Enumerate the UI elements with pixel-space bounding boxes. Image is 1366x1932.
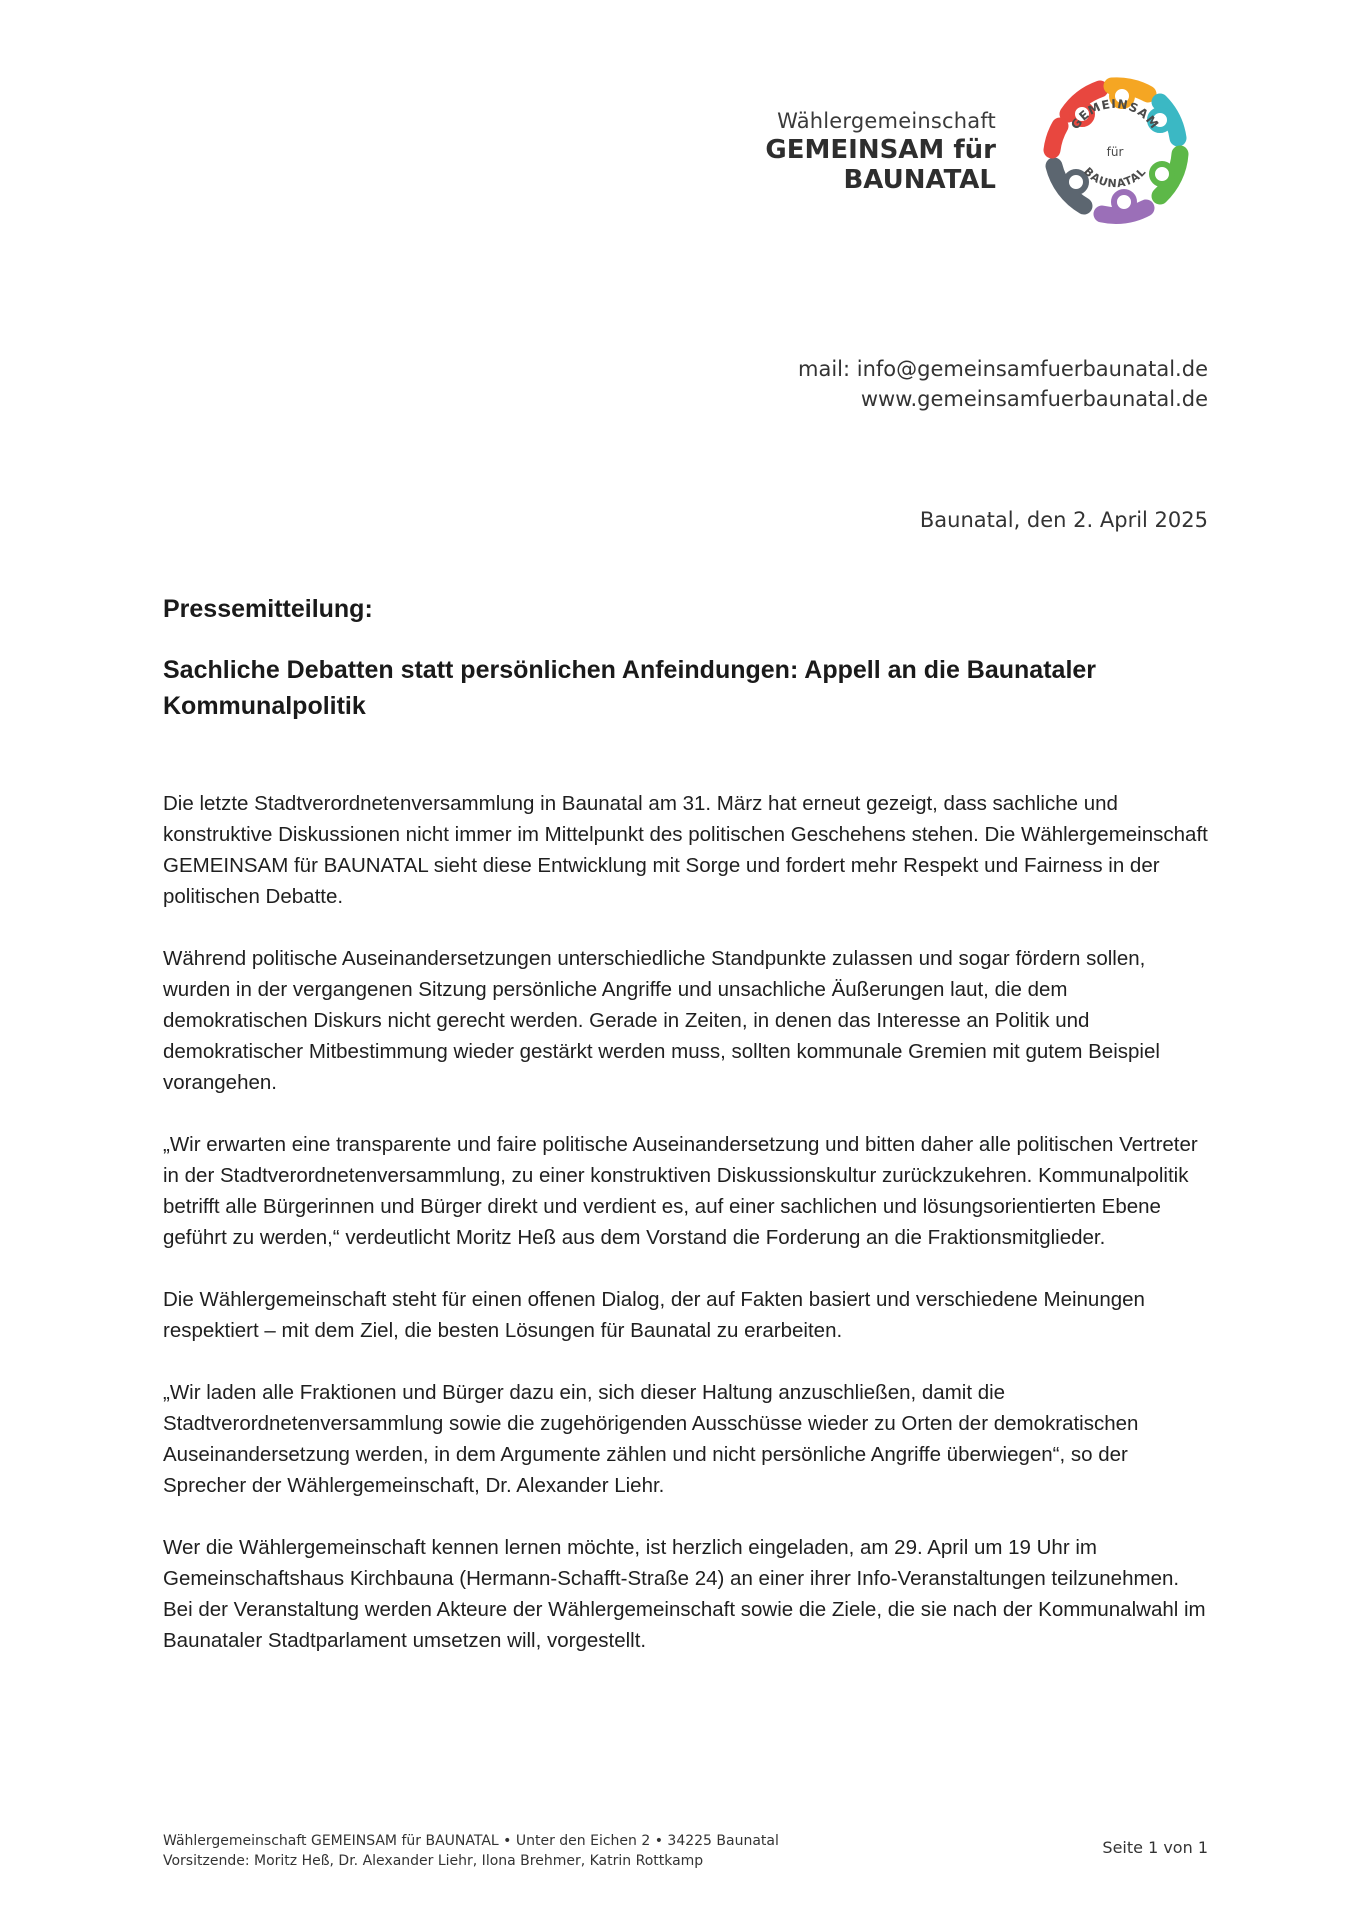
- body-text: [163, 788, 1209, 1656]
- organization-logo: [1020, 56, 1210, 246]
- document-type-label: Pressemitteilung:: [163, 595, 373, 623]
- svg-text:BAUNATAL: [1081, 165, 1149, 191]
- organization-name: [765, 107, 996, 195]
- footer-board-members: Vorsitzende: Moritz Heß, Dr. Alexander Liehr, Ilona Brehmer, Katrin Rottkamp: [163, 1853, 704, 1869]
- contact-website: www.gemeinsamfuerbaunatal.de: [860, 387, 1208, 411]
- paragraph: Wer die Wählergemeinschaft kennen lernen möchte, ist herzlich eingeladen, am 29. April um 19 Uhr im Gemeinschaftshaus Kirchbauna (Hermann-Schafft-Straße 24) an einer ihrer Info-Veranstaltungen teilzunehmen. Bei der Veranstaltung werden Akteure der Wählergemeinschaft sowie die Ziele, die sie nach der Kommunalwahl im Baunataler Stadtparlament umsetzen will, vorgestellt.: [163, 1536, 1206, 1652]
- logo-text-center: für: [1106, 145, 1124, 159]
- headline-line-1: Sachliche Debatten statt persönlichen Anfeindungen: Appell an die Baunataler: [163, 656, 1097, 684]
- document-content: [163, 592, 1209, 1687]
- paragraph: Die Wählergemeinschaft steht für einen offenen Dialog, der auf Fakten basiert und verschiedene Meinungen respektiert – mit dem Ziel, die besten Lösungen für Baunatal zu erarbeiten.: [163, 1288, 1145, 1342]
- org-name-line-1: Wählergemeinschaft: [777, 109, 996, 133]
- document-date: Baunatal, den 2. April 2025: [919, 508, 1208, 532]
- org-name-line-2: GEMEINSAM für: [765, 135, 996, 165]
- logo-text-bottom: BAUNATAL: [1081, 164, 1149, 191]
- logo-text-top: GEMEINSAM: [1068, 96, 1162, 132]
- headline-line-2: Kommunalpolitik: [163, 692, 366, 720]
- page-number: Seite 1 von 1: [1102, 1838, 1208, 1857]
- headline: [163, 652, 1209, 724]
- paragraph: „Wir laden alle Fraktionen und Bürger dazu ein, sich dieser Haltung anzuschließen, damit die Stadtverordnetenversammlung sowie die zugehörigenden Ausschüsse wieder zu Orten der demokratischen Auseinandersetzung werden, in dem Argumente zählen und nicht persönliche Angriffe überwiegen“, so der Sprecher der Wählergemeinschaft, Dr. Alexander Liehr.: [163, 1381, 1139, 1497]
- paragraph: „Wir erwarten eine transparente und faire politische Auseinandersetzung und bitten daher alle politischen Vertreter in der Stadtverordnetenversammlung, zu einer konstruktiven Diskussionskultur zurückzukehren. Kommunalpolitik betrifft alle Bürgerinnen und Bürger direkt und verdient es, auf einer sachlichen und lösungsorientierten Ebene geführt zu werden,“ verdeutlicht Moritz Heß aus dem Vorstand die Forderung an die Fraktionsmitglieder.: [163, 1133, 1198, 1249]
- footer-address: Wählergemeinschaft GEMEINSAM für BAUNATAL • Unter den Eichen 2 • 34225 Baunatal: [163, 1833, 779, 1849]
- footer: [163, 1831, 779, 1871]
- paragraph: Während politische Auseinandersetzungen unterschiedliche Standpunkte zulassen und sogar fördern sollen, wurden in der vergangenen Sitzung persönliche Angriffe und unsachliche Äußerungen laut, die dem demokratischen Diskurs nicht gerecht werden. Gerade in Zeiten, in denen das Interesse an Politik und demokratischer Mitbestimmung wieder gestärkt werden muss, sollten kommunale Gremien mit gutem Beispiel vorangehen.: [163, 947, 1160, 1094]
- org-name-line-3: BAUNATAL: [843, 165, 996, 195]
- paragraph: Die letzte Stadtverordnetenversammlung in Baunatal am 31. März hat erneut gezeigt, dass sachliche und konstruktive Diskussionen nicht immer im Mittelpunkt des politischen Geschehens stehen. Die Wählergemeinschaft GEMEINSAM für BAUNATAL sieht diese Entwicklung mit Sorge und fordert mehr Respekt und Fairness in der politischen Debatte.: [163, 792, 1208, 908]
- contact-block: [798, 354, 1208, 414]
- contact-mail: mail: info@gemeinsamfuerbaunatal.de: [798, 357, 1208, 381]
